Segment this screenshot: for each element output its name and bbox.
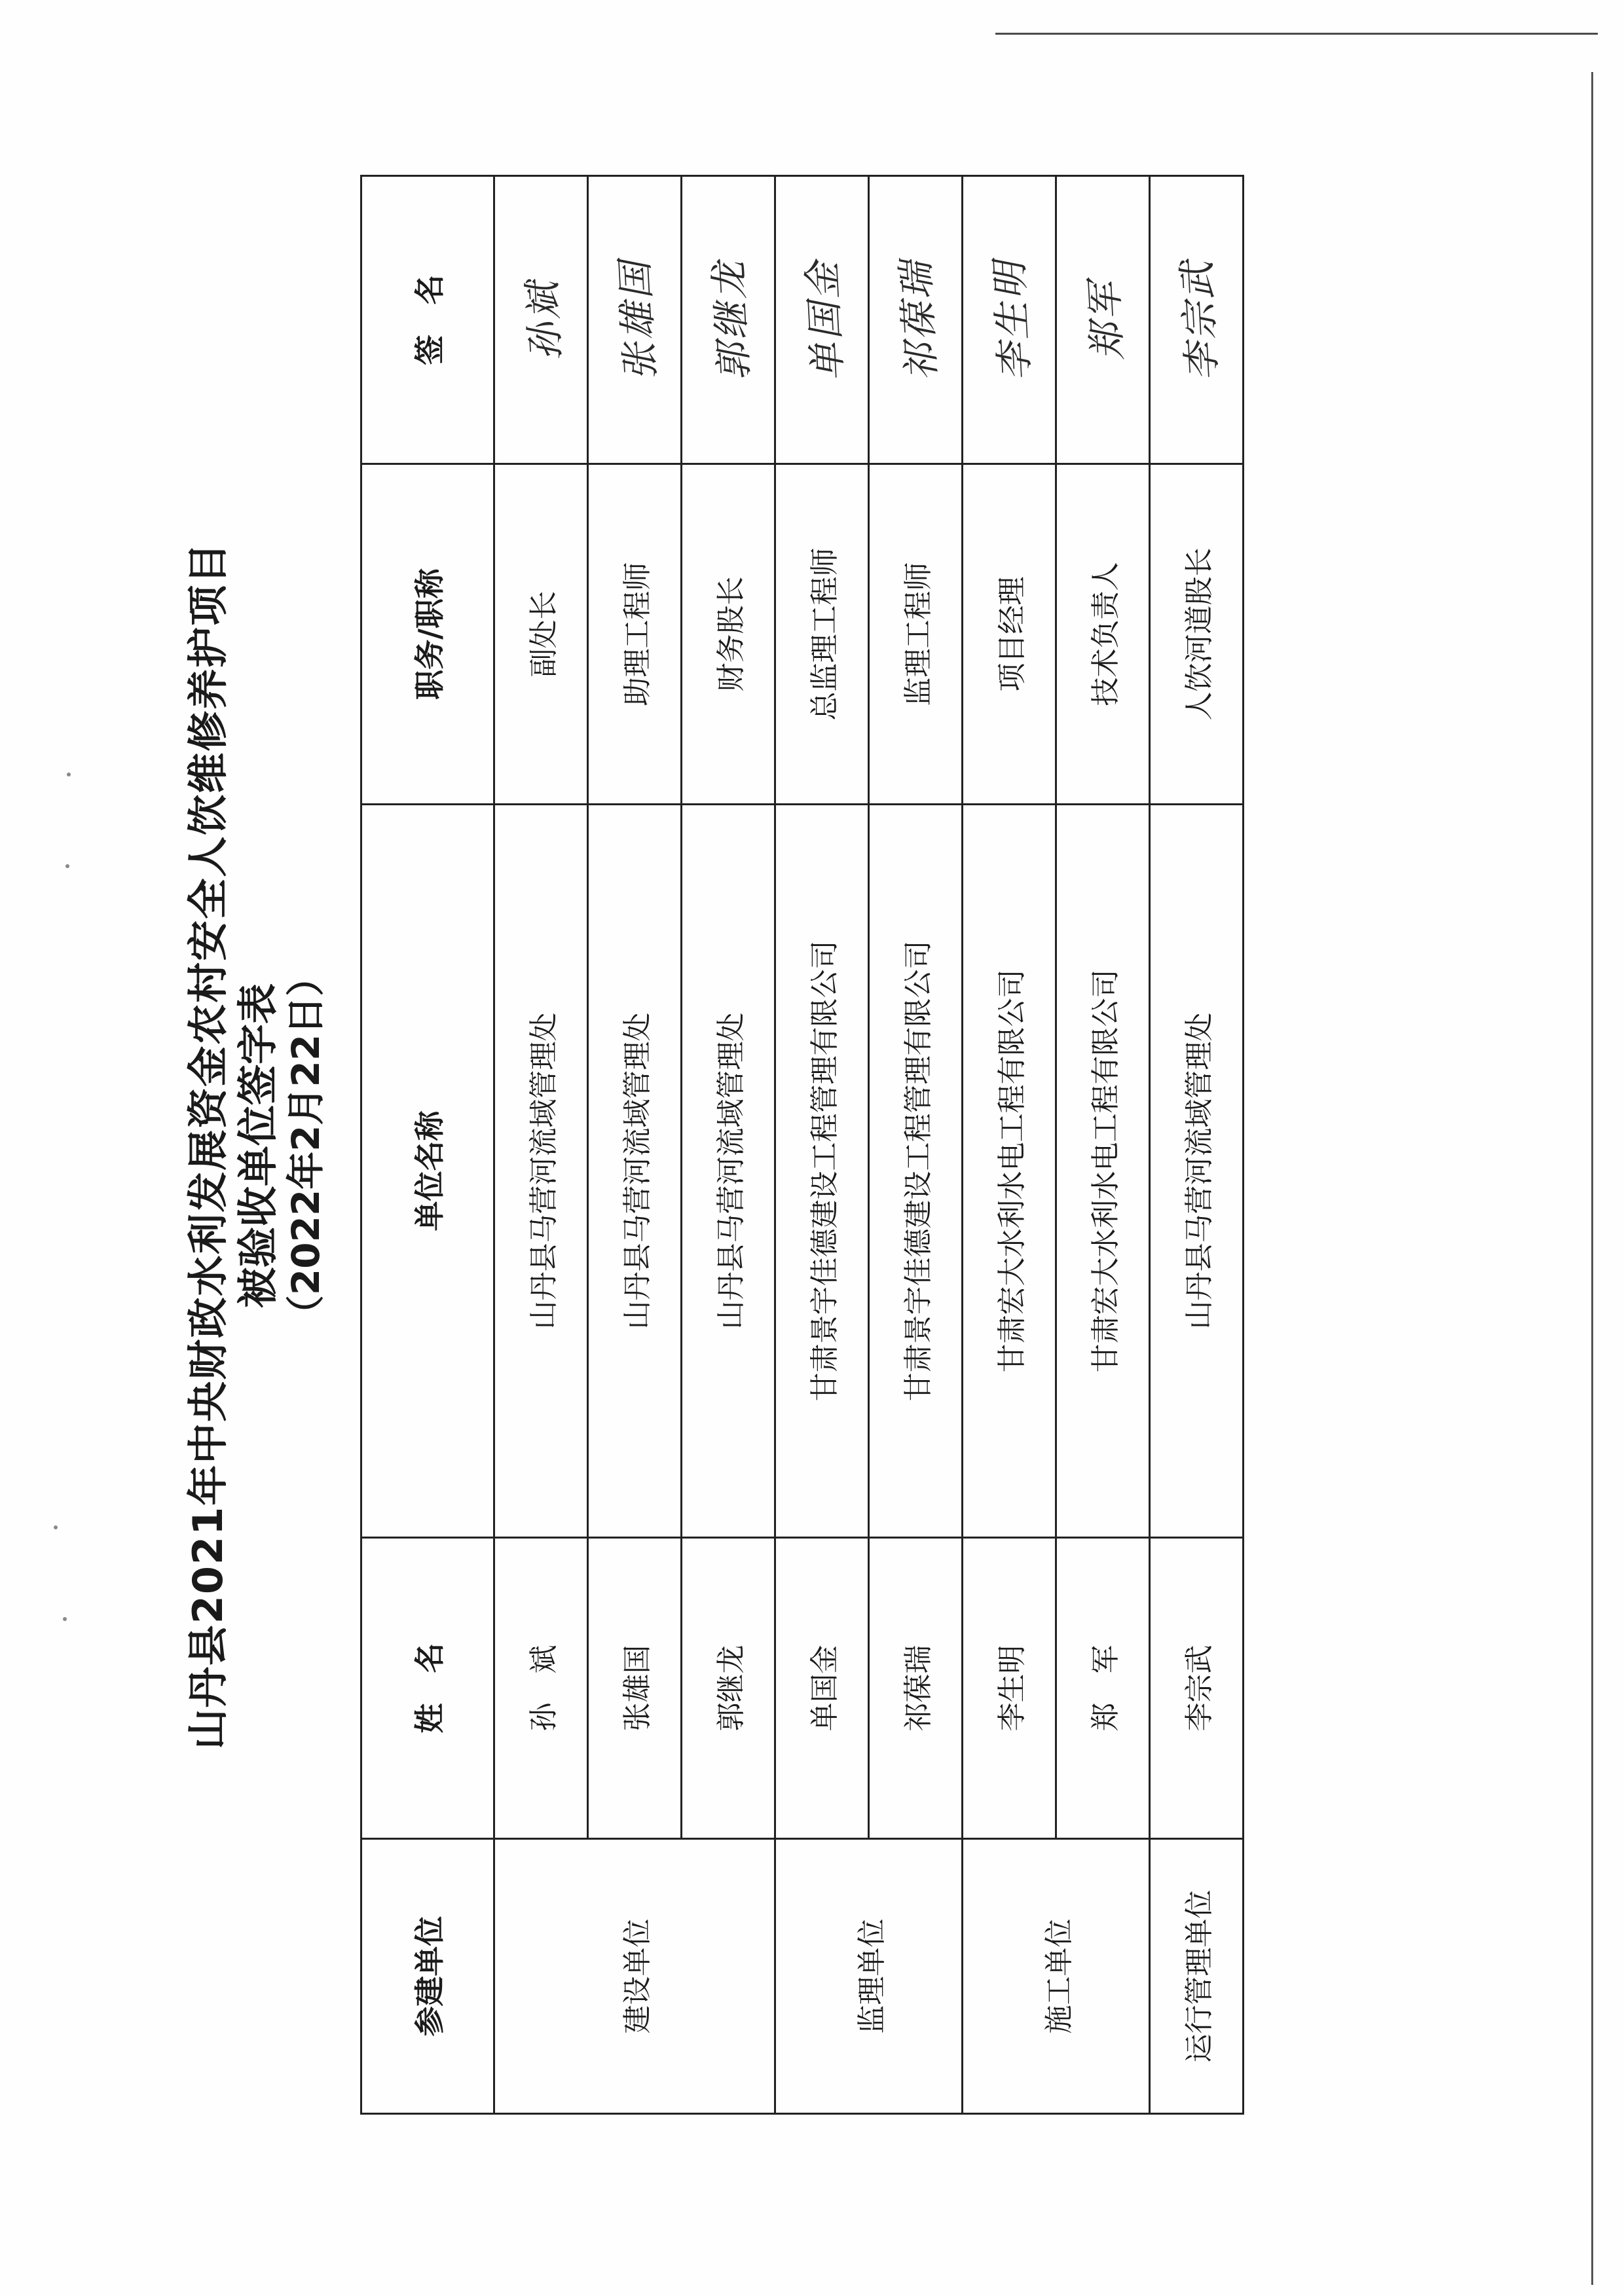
handwritten-signature: 张雄国 <box>612 257 663 382</box>
role-cell: 运行管理单位 <box>1150 1839 1244 2114</box>
table-row <box>682 176 775 2114</box>
table-row <box>588 176 682 2114</box>
name-cell: 祁葆瑞 <box>869 1538 963 1839</box>
table-row <box>494 176 588 2114</box>
name-cell: 李生明 <box>963 1538 1056 1839</box>
handwritten-signature: 李生明 <box>987 257 1038 382</box>
unit-cell: 山丹县马营河流域管理处 <box>1150 805 1244 1538</box>
name-cell: 李宗武 <box>1150 1538 1244 1839</box>
name-cell: 张雄国 <box>588 1538 682 1839</box>
role-cell: 监理单位 <box>775 1839 963 2114</box>
signature-cell <box>682 176 775 464</box>
header-name: 姓 名 <box>361 1538 494 1839</box>
scan-edge-top <box>995 33 1598 35</box>
role-cell: 施工单位 <box>963 1839 1150 2114</box>
title-cell: 监理工程师 <box>869 464 963 805</box>
document-subtitle: 被验收单位签字表 <box>234 983 282 1309</box>
scan-speck <box>67 773 71 776</box>
title-cell: 助理工程师 <box>588 464 682 805</box>
document-date: （2022年2月22日） <box>284 958 328 1334</box>
signature-cell <box>869 176 963 464</box>
rotated-document <box>183 151 1257 2141</box>
signature-cell <box>1056 176 1150 464</box>
name-cell: 单国金 <box>775 1538 869 1839</box>
table-header-row <box>361 176 494 2114</box>
unit-cell: 甘肃景宇佳德建设工程管理有限公司 <box>775 805 869 1538</box>
table-row <box>1150 176 1244 2114</box>
title-cell: 人饮河道股长 <box>1150 464 1244 805</box>
signature-cell <box>963 176 1056 464</box>
handwritten-signature: 郑军 <box>1081 278 1131 361</box>
signature-table <box>360 175 1244 2115</box>
handwritten-signature: 祁葆瑞 <box>893 257 944 382</box>
header-role: 参建单位 <box>361 1839 494 2114</box>
document-title: 山丹县2021年中央财政水利发展资金农村安全人饮维修养护项目 <box>184 541 232 1750</box>
unit-cell: 山丹县马营河流域管理处 <box>588 805 682 1538</box>
signature-cell <box>494 176 588 464</box>
table-row <box>869 176 963 2114</box>
handwritten-signature: 单国金 <box>800 257 851 382</box>
signature-cell <box>775 176 869 464</box>
unit-cell: 甘肃宏大水利水电工程有限公司 <box>1056 805 1150 1538</box>
title-cell: 技术负责人 <box>1056 464 1150 805</box>
scan-speck <box>63 1617 67 1621</box>
role-cell: 建设单位 <box>494 1839 775 2114</box>
unit-cell: 山丹县马营河流域管理处 <box>494 805 588 1538</box>
unit-cell: 甘肃宏大水利水电工程有限公司 <box>963 805 1056 1538</box>
name-cell: 郭继龙 <box>682 1538 775 1839</box>
signature-cell <box>588 176 682 464</box>
title-cell: 总监理工程师 <box>775 464 869 805</box>
table-row <box>963 176 1056 2114</box>
unit-cell: 山丹县马营河流域管理处 <box>682 805 775 1538</box>
header-sign: 签 名 <box>361 176 494 464</box>
scan-speck <box>65 864 69 868</box>
unit-cell: 甘肃景宇佳德建设工程管理有限公司 <box>869 805 963 1538</box>
name-cell: 孙 斌 <box>494 1538 588 1839</box>
table-row <box>775 176 869 2114</box>
title-cell: 财务股长 <box>682 464 775 805</box>
title-cell: 副处长 <box>494 464 588 805</box>
scan-speck <box>54 1525 58 1529</box>
scan-edge-right <box>1591 72 1593 2285</box>
header-unit: 单位名称 <box>361 805 494 1538</box>
name-cell: 郑 军 <box>1056 1538 1150 1839</box>
handwritten-signature: 郭继龙 <box>706 257 757 382</box>
title-block <box>183 151 329 2141</box>
handwritten-signature: 李宗武 <box>1174 257 1225 382</box>
title-cell: 项目经理 <box>963 464 1056 805</box>
table-row <box>1056 176 1150 2114</box>
handwritten-signature: 孙斌 <box>519 278 569 361</box>
header-title: 职务/职称 <box>361 464 494 805</box>
signature-cell <box>1150 176 1244 464</box>
